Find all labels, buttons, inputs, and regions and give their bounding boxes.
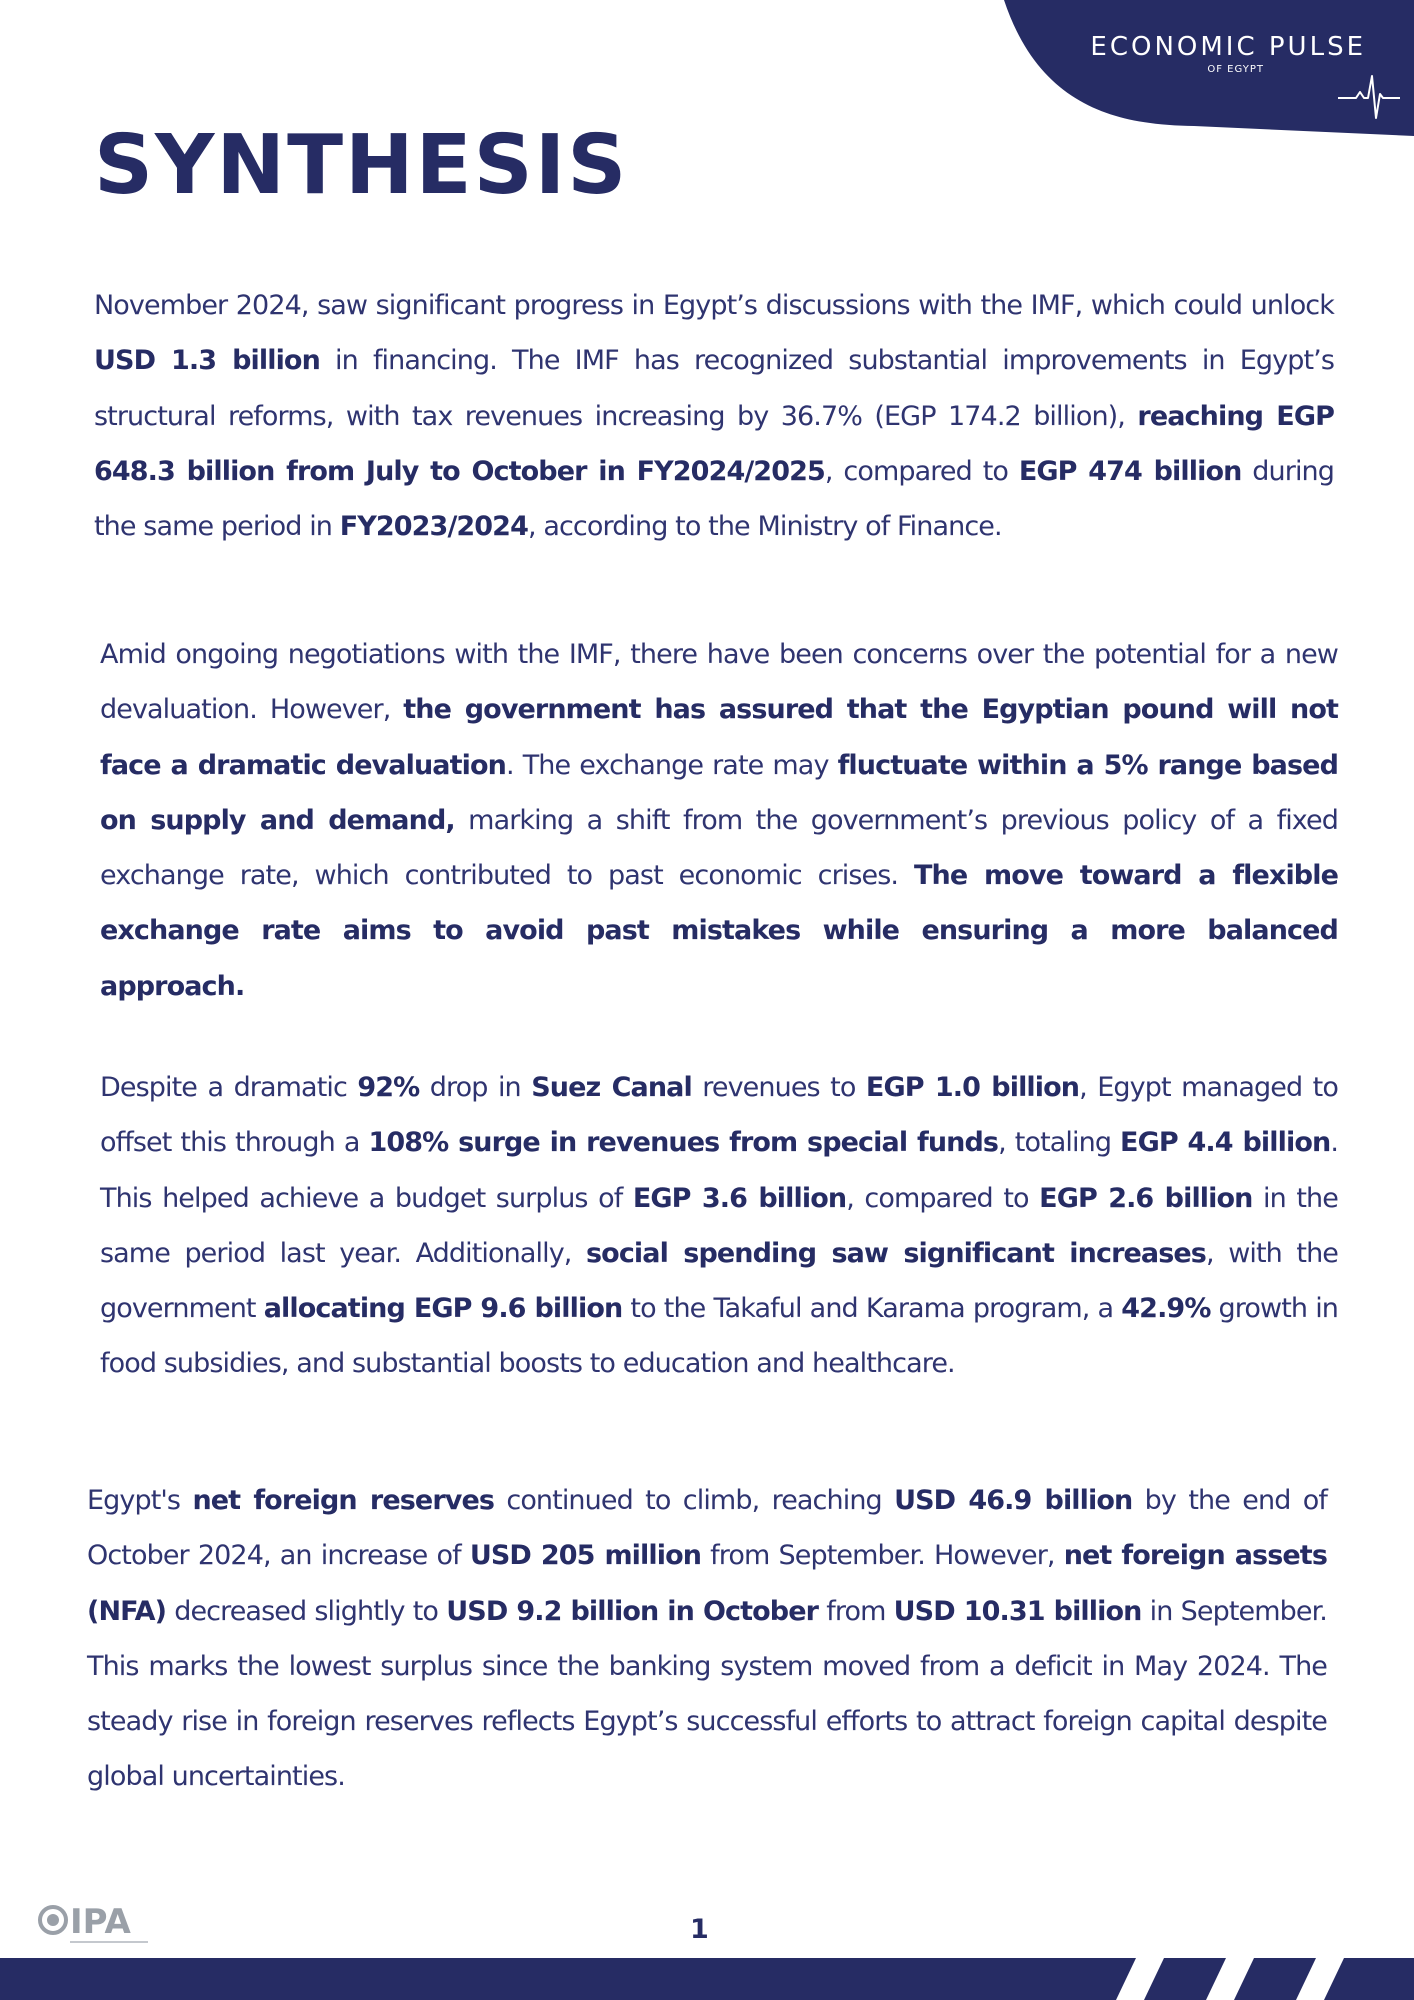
bold-text-segment: USD 205 million — [469, 1540, 702, 1572]
heartbeat-pulse-icon — [1338, 68, 1400, 130]
bold-text-segment: EGP 4.4 billion — [1120, 1127, 1331, 1159]
bold-text-segment: EGP 474 billion — [1018, 455, 1242, 487]
bold-text-segment: net foreign assets (NFA) — [87, 1540, 1327, 1627]
paragraph-suez-canal-budget — [100, 1060, 1338, 1392]
bold-text-segment: Suez Canal — [531, 1072, 692, 1103]
bold-text-segment: The move toward a flexible exchange rate aims to avoid past mistakes while ensuring a more balanced approach. — [100, 860, 1338, 1002]
text-segment: decreased slightly to — [166, 1595, 447, 1627]
bold-text-segment: fluctuate within a 5% range based on supply and demand, — [100, 749, 1338, 836]
brand-subtitle: OF EGYPT — [1207, 64, 1264, 75]
text-segment: Amid ongoing negotiations with the IMF, there have been concerns over the potential for a new devaluation. However, — [100, 639, 1338, 726]
text-segment: , Egypt managed to offset this through a — [100, 1072, 1338, 1159]
brand-title: ECONOMIC PULSE — [1090, 32, 1366, 62]
bold-text-segment: the government has assured that the Egyptian pound will not face a dramatic devaluation — [100, 694, 1339, 781]
bold-text-segment: USD 1.3 billion — [94, 345, 320, 377]
text-segment: , with the government — [100, 1237, 1339, 1325]
ipa-logo-text: IPA — [70, 1902, 131, 1942]
text-segment: in September. This marks the lowest surplus since the banking system moved from a deficit in May 2024. The steady rise in foreign reserves reflects Egypt’s successful efforts to attract foreign capital despite global uncertainties. — [87, 1595, 1327, 1793]
text-segment: . The exchange rate may — [505, 749, 838, 781]
text-segment: Egypt's — [87, 1485, 193, 1516]
text-segment: , compared to — [824, 455, 1019, 487]
bold-text-segment: net foreign reserves — [192, 1485, 495, 1516]
footer-band — [0, 1958, 1414, 2000]
text-segment: drop in — [419, 1072, 532, 1103]
text-segment: November 2024, saw significant progress in Egypt’s discussions with the IMF, which could unlock — [94, 290, 1334, 321]
paragraph-foreign-reserves — [87, 1473, 1327, 1805]
page-title: SYNTHESIS — [94, 118, 629, 213]
text-segment: , compared to — [846, 1182, 1040, 1214]
text-segment: in financing. The IMF has recognized substantial improvements in Egypt’s structural reforms, with tax revenues increasing by 36.7% (EGP 174.2 billion), — [94, 345, 1335, 432]
text-segment: to the Takaful and Karama program, a — [622, 1293, 1122, 1325]
page-number: 1 — [690, 1914, 709, 1945]
bold-text-segment: allocating EGP 9.6 billion — [263, 1293, 623, 1325]
bold-text-segment: 42.9% — [1121, 1293, 1211, 1325]
text-segment: . This helped achieve a budget surplus of — [100, 1127, 1338, 1214]
text-segment: Despite a dramatic — [100, 1072, 358, 1103]
text-segment: growth in food subsidies, and substantial boosts to education and healthcare. — [100, 1293, 1339, 1380]
ipa-logo — [36, 1902, 166, 1957]
text-segment: in the same period last year. Additionally, — [100, 1182, 1338, 1269]
bold-text-segment: USD 10.31 billion — [893, 1595, 1142, 1627]
text-segment: , totaling — [998, 1127, 1121, 1159]
bold-text-segment: 108% surge in revenues from special funds — [368, 1127, 999, 1159]
text-segment: marking a shift from the government’s previous policy of a fixed exchange rate, which contributed to past economic crises. — [100, 804, 1338, 892]
bold-text-segment: EGP 3.6 billion — [632, 1182, 847, 1214]
bold-text-segment: 92% — [357, 1072, 420, 1103]
bold-text-segment: EGP 2.6 billion — [1039, 1182, 1253, 1214]
text-segment: continued to climb, reaching — [494, 1485, 895, 1516]
bold-text-segment: reaching EGP 648.3 billion from July to October in FY2024/2025 — [94, 400, 1335, 487]
bold-text-segment: USD 46.9 billion — [894, 1485, 1133, 1516]
paragraph-exchange-rate — [100, 627, 1338, 1014]
text-segment: from — [818, 1595, 894, 1627]
bold-text-segment: USD 9.2 billion in October — [446, 1595, 819, 1627]
paragraph-imf-tax-revenues — [94, 278, 1334, 554]
ipa-logo-mark-icon — [40, 1907, 66, 1933]
text-segment: by the end of October 2024, an increase of — [87, 1485, 1328, 1572]
bold-text-segment: social spending saw significant increases — [586, 1237, 1206, 1269]
text-segment: during the same period in — [94, 455, 1334, 543]
text-segment: from September. However, — [701, 1540, 1064, 1572]
text-segment: revenues to — [691, 1072, 866, 1103]
bold-text-segment: FY2023/2024 — [339, 511, 528, 543]
bold-text-segment: EGP 1.0 billion — [865, 1072, 1080, 1103]
text-segment: , according to the Ministry of Finance. — [527, 511, 1002, 543]
